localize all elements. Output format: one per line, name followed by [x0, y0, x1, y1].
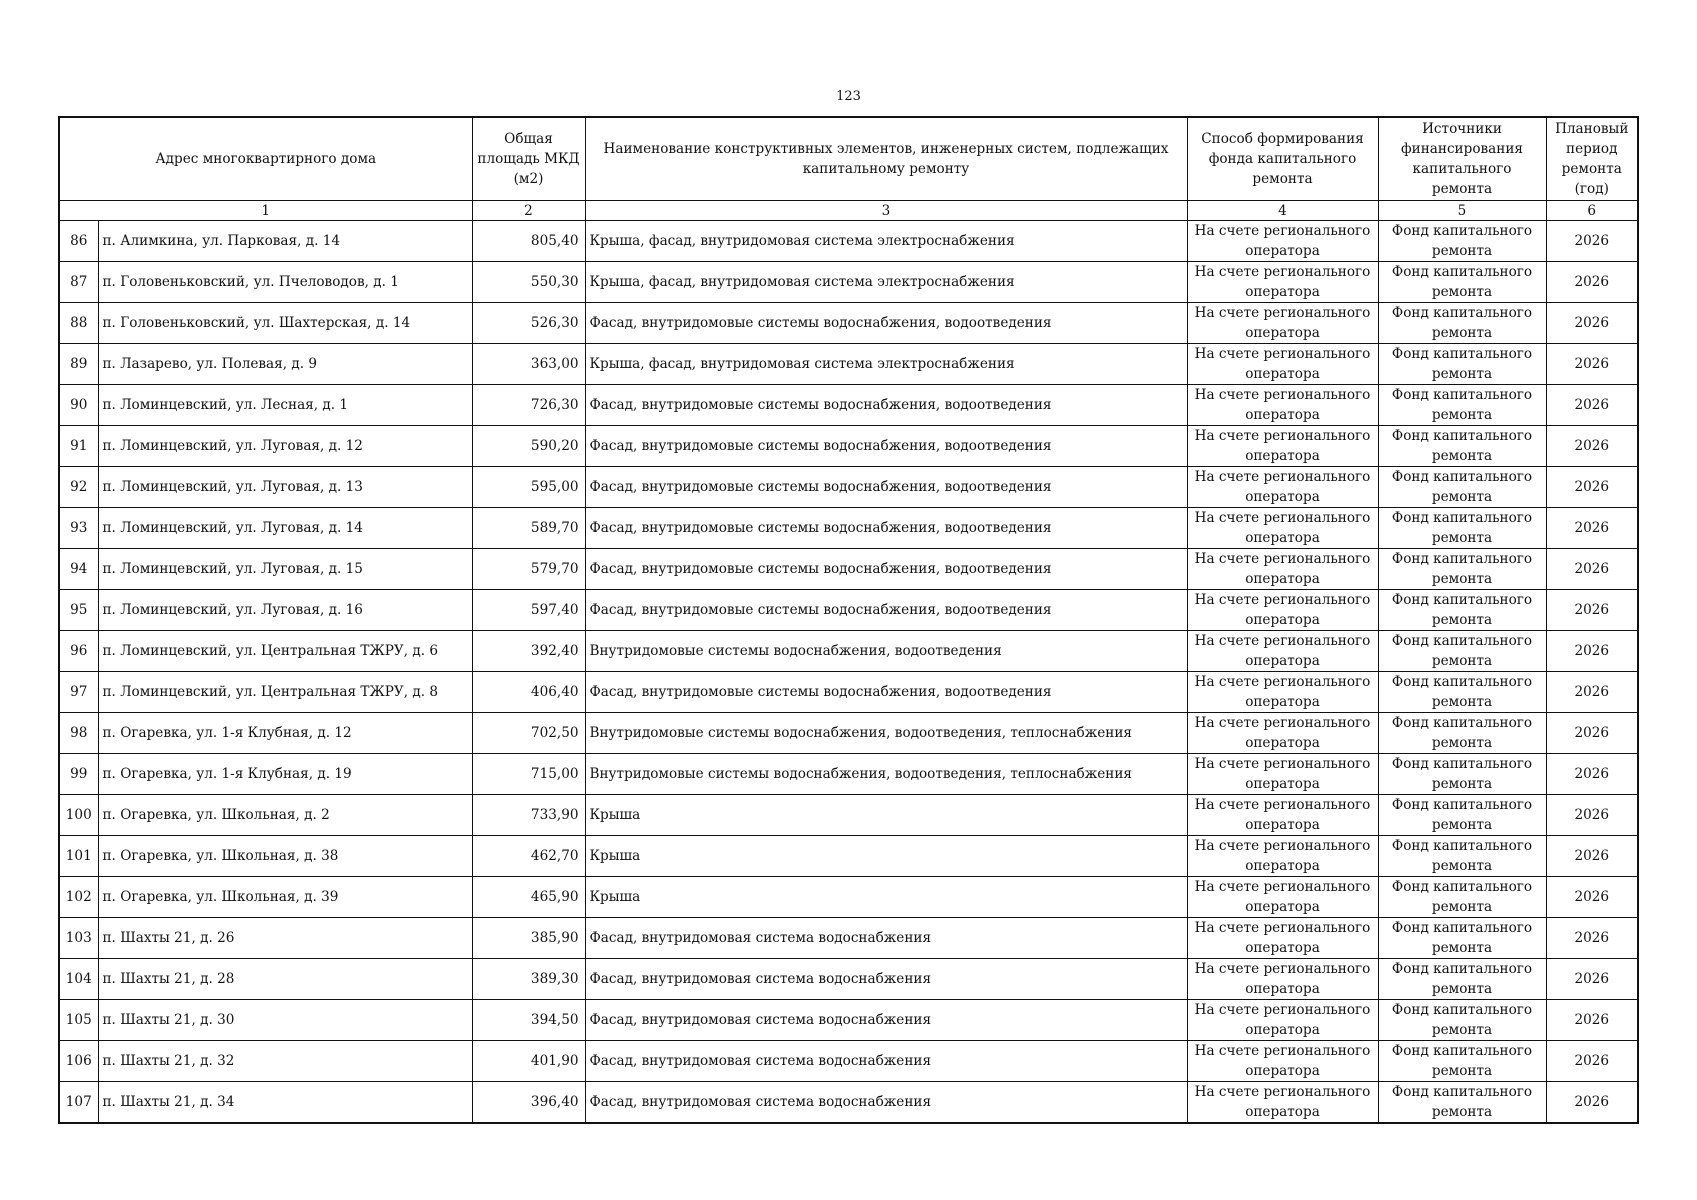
- column-number-row: [59, 201, 1638, 221]
- row-address: п. Шахты 21, д. 30: [98, 1000, 472, 1041]
- table-row: [59, 713, 1638, 754]
- header-area: Общая площадь МКД (м2): [472, 117, 585, 201]
- row-year: 2026: [1546, 1082, 1638, 1124]
- row-address: п. Ломинцевский, ул. Луговая, д. 12: [98, 426, 472, 467]
- row-address: п. Головеньковский, ул. Шахтерская, д. 14: [98, 303, 472, 344]
- row-year: 2026: [1546, 303, 1638, 344]
- row-year: 2026: [1546, 918, 1638, 959]
- row-source: Фонд капитального ремонта: [1378, 877, 1546, 918]
- table-row: [59, 385, 1638, 426]
- row-address: п. Шахты 21, д. 26: [98, 918, 472, 959]
- row-works: Фасад, внутридомовые системы водоснабжения, водоотведения: [585, 426, 1187, 467]
- row-number: 91: [59, 426, 98, 467]
- row-area: 702,50: [472, 713, 585, 754]
- row-method: На счете регионального оператора: [1187, 672, 1378, 713]
- column-number: 3: [585, 201, 1187, 221]
- row-area: 401,90: [472, 1041, 585, 1082]
- row-works: Крыша: [585, 877, 1187, 918]
- column-number: 2: [472, 201, 585, 221]
- row-method: На счете регионального оператора: [1187, 918, 1378, 959]
- row-year: 2026: [1546, 795, 1638, 836]
- row-source: Фонд капитального ремонта: [1378, 508, 1546, 549]
- row-number: 96: [59, 631, 98, 672]
- row-method: На счете регионального оператора: [1187, 426, 1378, 467]
- row-number: 104: [59, 959, 98, 1000]
- row-number: 103: [59, 918, 98, 959]
- table-row: [59, 344, 1638, 385]
- row-method: На счете регионального оператора: [1187, 836, 1378, 877]
- row-source: Фонд капитального ремонта: [1378, 1082, 1546, 1124]
- row-source: Фонд капитального ремонта: [1378, 1041, 1546, 1082]
- row-number: 89: [59, 344, 98, 385]
- row-number: 98: [59, 713, 98, 754]
- row-source: Фонд капитального ремонта: [1378, 631, 1546, 672]
- row-address: п. Головеньковский, ул. Пчеловодов, д. 1: [98, 262, 472, 303]
- row-year: 2026: [1546, 590, 1638, 631]
- row-area: 597,40: [472, 590, 585, 631]
- table-row: [59, 221, 1638, 262]
- row-method: На счете регионального оператора: [1187, 754, 1378, 795]
- row-number: 101: [59, 836, 98, 877]
- row-works: Фасад, внутридомовые системы водоснабжения, водоотведения: [585, 549, 1187, 590]
- row-year: 2026: [1546, 631, 1638, 672]
- row-area: 595,00: [472, 467, 585, 508]
- row-address: п. Ломинцевский, ул. Луговая, д. 15: [98, 549, 472, 590]
- row-method: На счете регионального оператора: [1187, 795, 1378, 836]
- header-works: Наименование конструктивных элементов, инженерных систем, подлежащих капитальному ремонту: [585, 117, 1187, 201]
- row-area: 590,20: [472, 426, 585, 467]
- header-method: Способ формирования фонда капитального ремонта: [1187, 117, 1378, 201]
- row-method: На счете регионального оператора: [1187, 549, 1378, 590]
- header-address: Адрес многоквартирного дома: [59, 117, 472, 201]
- row-address: п. Шахты 21, д. 28: [98, 959, 472, 1000]
- column-number: 5: [1378, 201, 1546, 221]
- row-method: На счете регионального оператора: [1187, 1082, 1378, 1124]
- table-row: [59, 959, 1638, 1000]
- row-area: 392,40: [472, 631, 585, 672]
- row-number: 106: [59, 1041, 98, 1082]
- row-works: Фасад, внутридомовая система водоснабжения: [585, 1041, 1187, 1082]
- row-method: На счете регионального оператора: [1187, 1000, 1378, 1041]
- table-row: [59, 508, 1638, 549]
- row-number: 105: [59, 1000, 98, 1041]
- row-address: п. Огаревка, ул. Школьная, д. 39: [98, 877, 472, 918]
- row-source: Фонд капитального ремонта: [1378, 672, 1546, 713]
- table-row: [59, 303, 1638, 344]
- row-works: Фасад, внутридомовые системы водоснабжения, водоотведения: [585, 467, 1187, 508]
- row-address: п. Шахты 21, д. 34: [98, 1082, 472, 1124]
- row-area: 465,90: [472, 877, 585, 918]
- row-source: Фонд капитального ремонта: [1378, 754, 1546, 795]
- row-year: 2026: [1546, 1000, 1638, 1041]
- table-row: [59, 631, 1638, 672]
- row-source: Фонд капитального ремонта: [1378, 426, 1546, 467]
- row-address: п. Ломинцевский, ул. Лесная, д. 1: [98, 385, 472, 426]
- row-works: Внутридомовые системы водоснабжения, водоотведения, теплоснабжения: [585, 754, 1187, 795]
- row-source: Фонд капитального ремонта: [1378, 344, 1546, 385]
- row-address: п. Ломинцевский, ул. Центральная ТЖРУ, д. 8: [98, 672, 472, 713]
- row-number: 93: [59, 508, 98, 549]
- row-method: На счете регионального оператора: [1187, 221, 1378, 262]
- row-number: 90: [59, 385, 98, 426]
- table-row: [59, 795, 1638, 836]
- row-number: 86: [59, 221, 98, 262]
- row-works: Крыша: [585, 836, 1187, 877]
- row-year: 2026: [1546, 713, 1638, 754]
- row-year: 2026: [1546, 262, 1638, 303]
- row-area: 579,70: [472, 549, 585, 590]
- row-address: п. Алимкина, ул. Парковая, д. 14: [98, 221, 472, 262]
- row-method: На счете регионального оператора: [1187, 262, 1378, 303]
- table-row: [59, 1000, 1638, 1041]
- row-method: На счете регионального оператора: [1187, 631, 1378, 672]
- table-row: [59, 1041, 1638, 1082]
- row-address: п. Огаревка, ул. Школьная, д. 38: [98, 836, 472, 877]
- row-works: Крыша, фасад, внутридомовая система электроснабжения: [585, 344, 1187, 385]
- row-year: 2026: [1546, 426, 1638, 467]
- row-year: 2026: [1546, 877, 1638, 918]
- row-year: 2026: [1546, 508, 1638, 549]
- table-row: [59, 1082, 1638, 1124]
- row-year: 2026: [1546, 221, 1638, 262]
- table-row: [59, 426, 1638, 467]
- table-row: [59, 467, 1638, 508]
- row-source: Фонд капитального ремонта: [1378, 713, 1546, 754]
- row-method: На счете регионального оператора: [1187, 959, 1378, 1000]
- row-source: Фонд капитального ремонта: [1378, 549, 1546, 590]
- row-method: На счете регионального оператора: [1187, 467, 1378, 508]
- column-number: 1: [59, 201, 472, 221]
- row-address: п. Огаревка, ул. 1-я Клубная, д. 19: [98, 754, 472, 795]
- row-area: 733,90: [472, 795, 585, 836]
- row-works: Фасад, внутридомовые системы водоснабжения, водоотведения: [585, 385, 1187, 426]
- row-area: 385,90: [472, 918, 585, 959]
- row-area: 462,70: [472, 836, 585, 877]
- table-header-row: [59, 117, 1638, 201]
- row-number: 95: [59, 590, 98, 631]
- row-address: п. Ломинцевский, ул. Центральная ТЖРУ, д. 6: [98, 631, 472, 672]
- table-row: [59, 877, 1638, 918]
- row-address: п. Шахты 21, д. 32: [98, 1041, 472, 1082]
- row-works: Фасад, внутридомовая система водоснабжения: [585, 959, 1187, 1000]
- row-works: Крыша, фасад, внутридомовая система электроснабжения: [585, 262, 1187, 303]
- table-row: [59, 549, 1638, 590]
- table-row: [59, 836, 1638, 877]
- row-source: Фонд капитального ремонта: [1378, 1000, 1546, 1041]
- row-address: п. Ломинцевский, ул. Луговая, д. 14: [98, 508, 472, 549]
- row-source: Фонд капитального ремонта: [1378, 795, 1546, 836]
- row-method: На счете регионального оператора: [1187, 385, 1378, 426]
- row-source: Фонд капитального ремонта: [1378, 221, 1546, 262]
- row-works: Внутридомовые системы водоснабжения, водоотведения: [585, 631, 1187, 672]
- row-year: 2026: [1546, 344, 1638, 385]
- row-number: 99: [59, 754, 98, 795]
- table-row: [59, 672, 1638, 713]
- row-source: Фонд капитального ремонта: [1378, 303, 1546, 344]
- header-source: Источники финансирования капитального ремонта: [1378, 117, 1546, 201]
- row-works: Крыша, фасад, внутридомовая система электроснабжения: [585, 221, 1187, 262]
- row-address: п. Огаревка, ул. 1-я Клубная, д. 12: [98, 713, 472, 754]
- row-number: 100: [59, 795, 98, 836]
- row-number: 102: [59, 877, 98, 918]
- row-number: 107: [59, 1082, 98, 1124]
- row-works: Фасад, внутридомовая система водоснабжения: [585, 1000, 1187, 1041]
- row-source: Фонд капитального ремонта: [1378, 262, 1546, 303]
- row-area: 715,00: [472, 754, 585, 795]
- row-source: Фонд капитального ремонта: [1378, 467, 1546, 508]
- row-source: Фонд капитального ремонта: [1378, 959, 1546, 1000]
- row-number: 88: [59, 303, 98, 344]
- row-source: Фонд капитального ремонта: [1378, 385, 1546, 426]
- row-year: 2026: [1546, 1041, 1638, 1082]
- row-number: 94: [59, 549, 98, 590]
- row-works: Фасад, внутридомовые системы водоснабжения, водоотведения: [585, 303, 1187, 344]
- row-method: На счете регионального оператора: [1187, 590, 1378, 631]
- row-works: Крыша: [585, 795, 1187, 836]
- header-period: Плановый период ремонта (год): [1546, 117, 1638, 201]
- row-method: На счете регионального оператора: [1187, 344, 1378, 385]
- row-area: 726,30: [472, 385, 585, 426]
- row-year: 2026: [1546, 959, 1638, 1000]
- row-source: Фонд капитального ремонта: [1378, 590, 1546, 631]
- column-number: 4: [1187, 201, 1378, 221]
- row-method: На счете регионального оператора: [1187, 877, 1378, 918]
- row-source: Фонд капитального ремонта: [1378, 836, 1546, 877]
- row-source: Фонд капитального ремонта: [1378, 918, 1546, 959]
- row-area: 363,00: [472, 344, 585, 385]
- row-area: 389,30: [472, 959, 585, 1000]
- row-area: 805,40: [472, 221, 585, 262]
- row-works: Фасад, внутридомовые системы водоснабжения, водоотведения: [585, 508, 1187, 549]
- row-year: 2026: [1546, 836, 1638, 877]
- row-year: 2026: [1546, 385, 1638, 426]
- row-year: 2026: [1546, 467, 1638, 508]
- table-body: [59, 221, 1638, 1124]
- row-address: п. Ломинцевский, ул. Луговая, д. 13: [98, 467, 472, 508]
- row-method: На счете регионального оператора: [1187, 713, 1378, 754]
- row-year: 2026: [1546, 754, 1638, 795]
- table-row: [59, 262, 1638, 303]
- row-area: 406,40: [472, 672, 585, 713]
- row-area: 526,30: [472, 303, 585, 344]
- table-row: [59, 590, 1638, 631]
- row-method: На счете регионального оператора: [1187, 303, 1378, 344]
- row-address: п. Огаревка, ул. Школьная, д. 2: [98, 795, 472, 836]
- row-number: 87: [59, 262, 98, 303]
- row-works: Фасад, внутридомовая система водоснабжения: [585, 1082, 1187, 1124]
- row-area: 394,50: [472, 1000, 585, 1041]
- table-row: [59, 754, 1638, 795]
- page-number: 123: [836, 89, 861, 104]
- repair-plan-table: [58, 116, 1639, 1124]
- row-works: Фасад, внутридомовые системы водоснабжения, водоотведения: [585, 590, 1187, 631]
- row-works: Фасад, внутридомовые системы водоснабжения, водоотведения: [585, 672, 1187, 713]
- row-works: Фасад, внутридомовая система водоснабжения: [585, 918, 1187, 959]
- row-area: 396,40: [472, 1082, 585, 1124]
- row-address: п. Лазарево, ул. Полевая, д. 9: [98, 344, 472, 385]
- row-works: Внутридомовые системы водоснабжения, водоотведения, теплоснабжения: [585, 713, 1187, 754]
- row-number: 92: [59, 467, 98, 508]
- row-area: 550,30: [472, 262, 585, 303]
- row-area: 589,70: [472, 508, 585, 549]
- column-number: 6: [1546, 201, 1638, 221]
- row-number: 97: [59, 672, 98, 713]
- row-method: На счете регионального оператора: [1187, 1041, 1378, 1082]
- row-method: На счете регионального оператора: [1187, 508, 1378, 549]
- row-address: п. Ломинцевский, ул. Луговая, д. 16: [98, 590, 472, 631]
- table-row: [59, 918, 1638, 959]
- row-year: 2026: [1546, 672, 1638, 713]
- row-year: 2026: [1546, 549, 1638, 590]
